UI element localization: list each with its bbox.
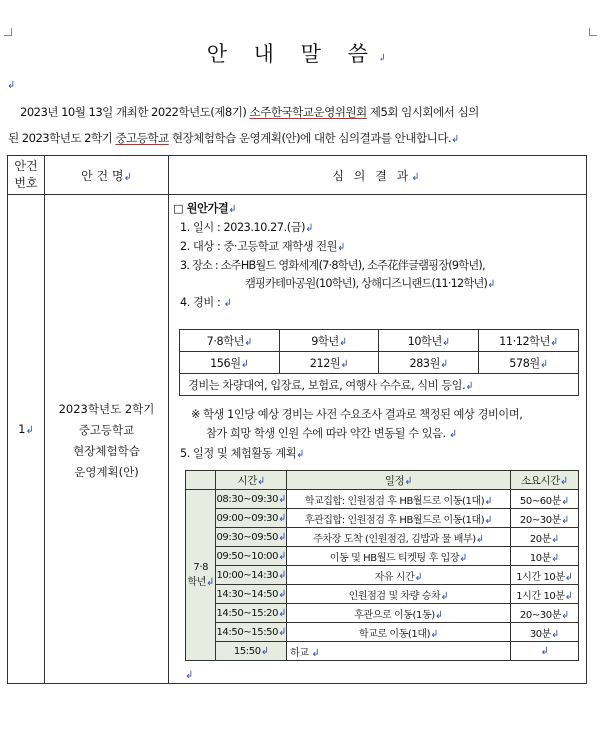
schedule-time: 14:50~15:20↲	[216, 604, 287, 623]
result-cost-label: 4. 경비 : ↲	[180, 296, 232, 309]
header-result: 심 의 결 과↲	[332, 169, 423, 183]
schedule-table	[185, 470, 579, 661]
cost-value: 578원↲	[479, 352, 579, 374]
result-date: 1. 일시 : 2023.10.27.(금)↲	[180, 221, 314, 234]
header-item-name: 안 건 명↲	[81, 169, 132, 183]
cost-value: 283원↲	[379, 352, 479, 374]
schedule-duration: 1시간 10분↲	[510, 585, 578, 604]
document-title: 안 내 말 씀↲	[206, 42, 397, 66]
agenda-name: 2023학년도 2학기 중고등학교 현장체험학습 운영계획(안)	[58, 402, 155, 479]
header-item-no: 안건 번호	[14, 159, 38, 190]
schedule-group: 7·8 학년↲	[186, 490, 216, 661]
schedule-time: 10:00~14:30↲	[216, 566, 287, 585]
schedule-plan: 이동 및 HB월드 티켓팅 후 입장↲	[287, 547, 511, 566]
divider	[168, 156, 169, 683]
schedule-plan: 하교 ↲	[287, 642, 511, 661]
cost-header: 10학년↲	[379, 330, 479, 352]
agenda-table	[7, 155, 587, 684]
schedule-header: 일정↲	[287, 471, 511, 490]
cost-header: 11·12학년↲	[479, 330, 579, 352]
schedule-time: 09:50~10:00↲	[216, 547, 287, 566]
divider	[8, 194, 586, 195]
schedule-time: 08:30~09:30↲	[216, 490, 287, 509]
cost-header: 7·8학년↲	[180, 330, 280, 352]
cost-value: 156원↲	[180, 352, 280, 374]
intro-paragraph: 2023년 10월 13일 개최한 2022학년도(제8기) 소주한국학교운영위원회 제5회 임시회에서 심의 된 2023학년도 2학기 중고등학교 현장체험학습 운영계획(안)에 대한 심의결과를 안내합니다.↲	[8, 105, 479, 145]
schedule-duration: 30분↲	[510, 623, 578, 642]
schedule-duration: 1시간 10분↲	[510, 566, 578, 585]
schedule-plan: 학교집합: 인원점검 후 HB월드로 이동(1대)↲	[287, 490, 511, 509]
result-target: 2. 대상 : 중·고등학교 재학생 전원↲	[180, 240, 346, 253]
paragraph-mark: ↲	[7, 80, 16, 91]
schedule-duration: 10분↲	[510, 547, 578, 566]
cost-note: 경비는 차량대여, 입장료, 보험료, 여행사 수수료, 식비 등임.↲	[180, 374, 579, 396]
schedule-header: 시간↲	[216, 471, 287, 490]
schedule-time: 14:50~15:50↲	[216, 623, 287, 642]
result-content	[173, 200, 581, 680]
cost-table	[179, 329, 579, 396]
result-place: 3. 장소 : 소주HB월드 영화세계(7·8학년), 소주花伴글램핑장(9학년),	[180, 259, 485, 272]
committee-name: 소주한국학교운영위원회	[249, 105, 367, 119]
schedule-duration: 20분↲	[510, 528, 578, 547]
paragraph-mark: ↲	[185, 670, 193, 681]
school-name: 중고등학교	[115, 131, 169, 145]
schedule-duration: 20~30분↲	[510, 509, 578, 528]
schedule-time: 15:50↲	[216, 642, 287, 661]
agenda-number: 1↲	[18, 422, 34, 436]
schedule-plan: 학교로 이동(1대)↲	[287, 623, 511, 642]
cost-value: 212원↲	[279, 352, 379, 374]
schedule-group-header	[186, 471, 216, 490]
schedule-duration: 50~60분↲	[510, 490, 578, 509]
schedule-header: 소요시간↲	[510, 471, 578, 490]
result-heading: □ 원안가결↲	[173, 202, 237, 215]
schedule-time: 09:00~09:30↲	[216, 509, 287, 528]
schedule-duration: ↲	[510, 642, 578, 661]
schedule-plan: 후관집합: 인원점검 후 HB월드로 이동(1대)↲	[287, 509, 511, 528]
schedule-plan: 자유 시간↲	[287, 566, 511, 585]
cost-remark-cont: 참가 희망 학생 인원 수에 따라 약간 변동될 수 있음. ↲	[206, 427, 457, 440]
schedule-plan: 인원점검 및 차량 승차↲	[287, 585, 511, 604]
page-corner-mark-right	[589, 28, 597, 36]
schedule-plan: 주차장 도착 (인원점검, 김밥과 물 배부)↲	[287, 528, 511, 547]
result-place-cont: 캠핑카테마공원(10학년), 상해디즈니랜드(11·12학년)↲	[245, 277, 495, 290]
schedule-time: 09:30~09:50↲	[216, 528, 287, 547]
schedule-duration: 20~30분↲	[510, 604, 578, 623]
schedule-plan: 후관으로 이동(1동)↲	[287, 604, 511, 623]
cost-remark: ※ 학생 1인당 예상 경비는 사전 수요조사 결과로 책정된 예상 경비이며,	[191, 408, 523, 421]
schedule-label: 5. 일정 및 체험활동 계획↲	[180, 447, 305, 460]
cost-header: 9학년↲	[279, 330, 379, 352]
page-corner-mark-left	[4, 28, 12, 36]
schedule-time: 14:30~14:50↲	[216, 585, 287, 604]
